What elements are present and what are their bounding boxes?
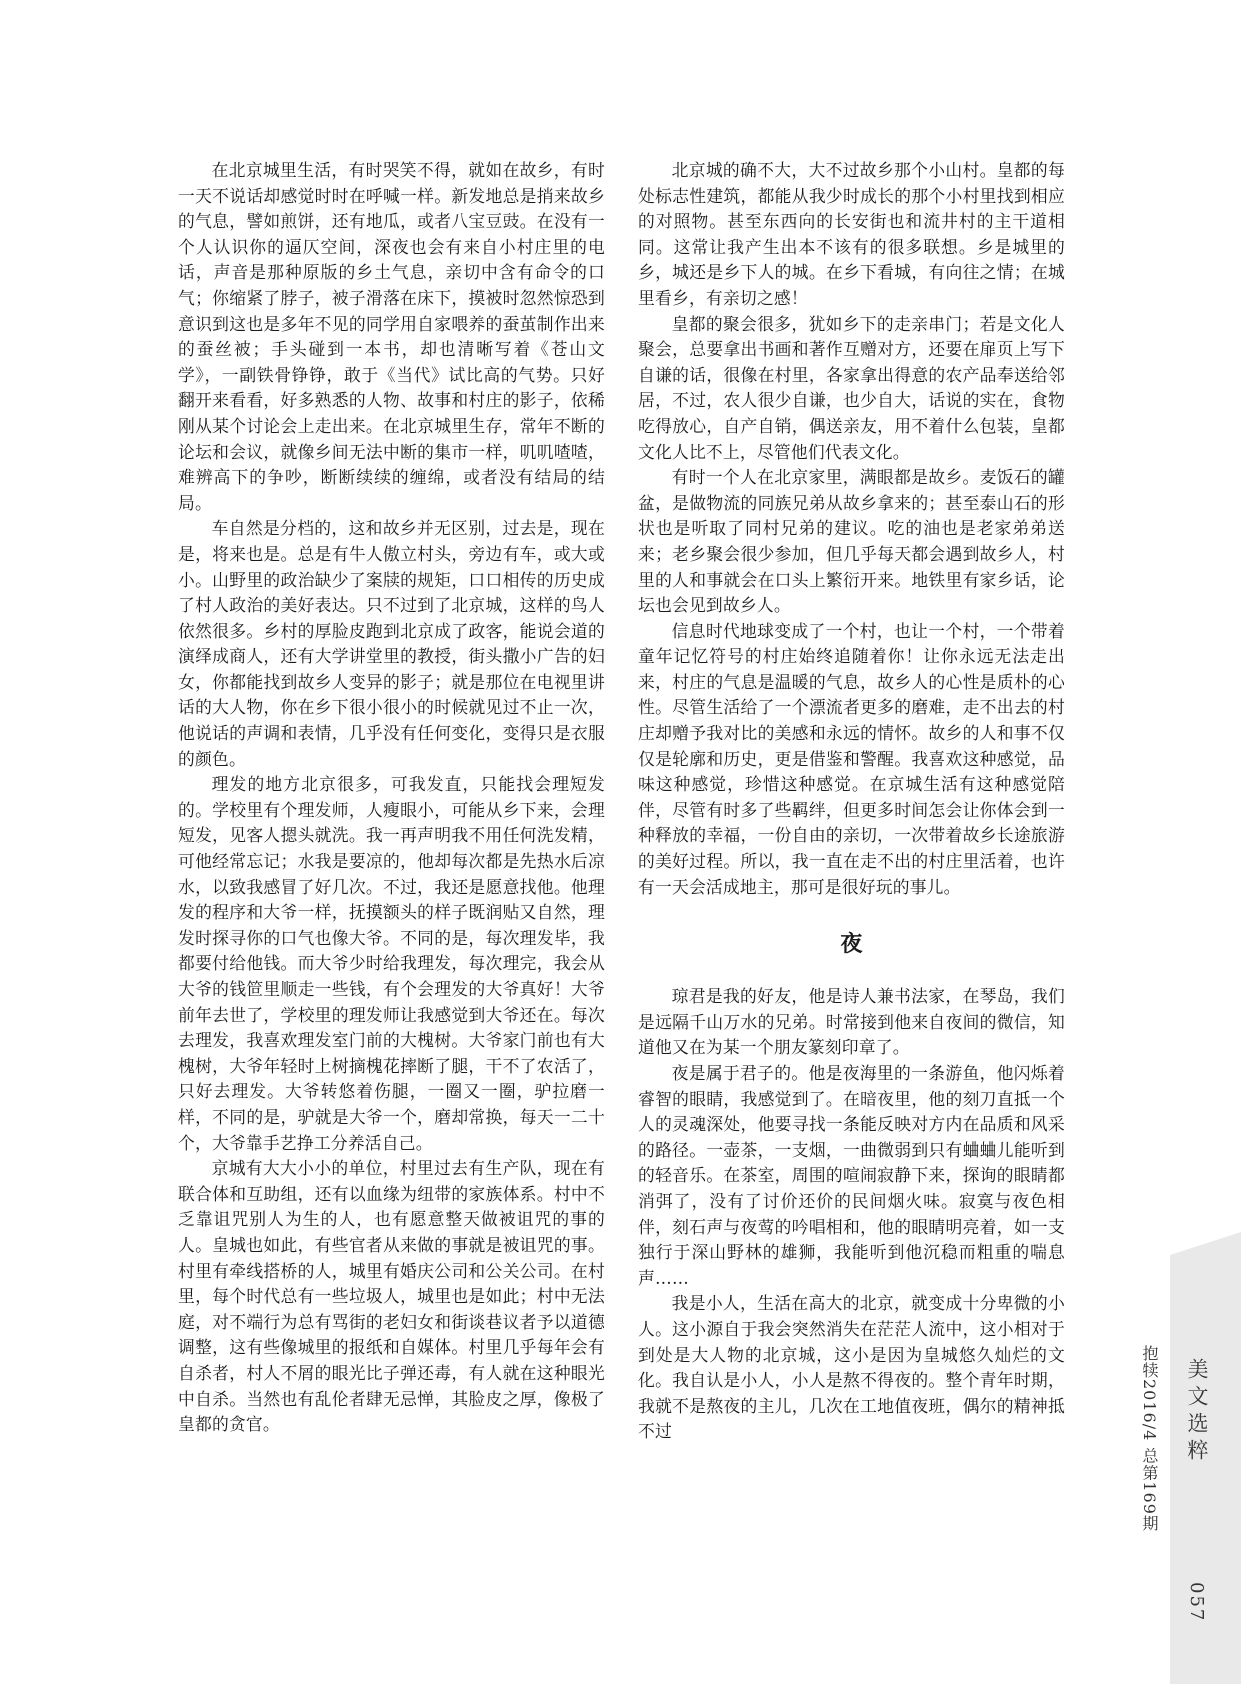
paragraph: 北京城的确不大，大不过故乡那个小山村。皇都的每处标志性建筑，都能从我少时成长的那个小村里找到相应的对照物。甚至东西向的长安街也和流井村的主干道相同。这常让我产生出本不该有的很多联想。乡是城里的乡，城还是乡下人的城。在乡下看城，有向往之情；在城里看乡，有亲切之感！	[638, 160, 1065, 308]
journal-name: 美文选粹	[1185, 1358, 1209, 1466]
right-column	[638, 158, 1065, 1445]
left-column	[178, 158, 605, 1438]
paragraph: 车自然是分档的，这和故乡并无区别，过去是，现在是，将来也是。总是有牛人傲立村头，旁边有车，或大或小。山野里的政治缺少了案牍的规矩，口口相传的历史成了村人政治的美好表达。只不过到了北京城，这样的鸟人依然很多。乡村的厚脸皮跑到北京成了政客，能说会道的演绎成商人，还有大学讲堂里的教授，街头撒小广告的妇女，你都能找到故乡人变异的影子；就是那位在电视里讲话的大人物，你在乡下很小很小的时候就见过不止一次，他说话的声调和表情，几乎没有任何变化，变得只是衣服的颜色。	[178, 518, 605, 769]
paragraph: 皇都的聚会很多，犹如乡下的走亲串门；若是文化人聚会，总要拿出书画和著作互赠对方，还要在扉页上写下自谦的话，很像在村里，各家拿出得意的农产品奉送给邻居，不过，农人很少自谦，也少自大，话说的实在，食物吃得放心，自产自销，偶送亲友，用不着什么包装，皇都文化人比不上，尽管他们代表文化。	[638, 313, 1065, 462]
side-tab-notch	[1170, 1232, 1241, 1255]
paragraph: 我是小人，生活在高大的北京，就变成十分卑微的小人。这小源自于我会突然消失在茫茫人流中，这小相对于到处是大人物的北京城，这小是因为皇城悠久灿烂的文化。我自认是小人，小人是熬不得夜的。整个青年时期，我就不是熬夜的主儿，几次在工地值夜班，偶尔的精神抵不过	[638, 1293, 1065, 1442]
paragraph: 有时一个人在北京家里，满眼都是故乡。麦饭石的罐盆，是做物流的同族兄弟从故乡拿来的；甚至泰山石的形状也是听取了同村兄弟的建议。吃的油也是老家弟弟送来；老乡聚会很少参加，但几乎每天都会遇到故乡人，村里的人和事就会在口头上繁衍开来。地铁里有家乡话，论坛也会见到故乡人。	[638, 467, 1065, 616]
issue-info: 抱犊2016/4 总第169期	[1140, 1345, 1159, 1532]
paragraph: 琼君是我的好友，他是诗人兼书法家，在琴岛，我们是远隔千山万水的兄弟。时常接到他来自夜间的微信，知道他又在为某一个朋友篆刻印章了。	[638, 986, 1065, 1058]
paragraph: 京城有大大小小的单位，村里过去有生产队，现在有联合体和互助组，还有以血缘为纽带的家族体系。村中不乏靠诅咒别人为生的人，也有愿意整天做被诅咒的事的人。皇城也如此，有些官者从来做的事就是被诅咒的事。村里有牵线搭桥的人，城里有婚庆公司和公关公司。在村里，每个时代总有一些垃圾人，城里也是如此；村中无法庭，对不端行为总有骂街的老妇女和街谈巷议者予以道德调整，这有些像城里的报纸和自媒体。村里几乎每年会有自杀者，村人不屑的眼光比子弹还毒，有人就在这种眼光中自杀。当然也有乱伦者肆无忌惮，其脸皮之厚，像极了皇都的贪官。	[178, 1158, 605, 1435]
paragraph: 夜是属于君子的。他是夜海里的一条游鱼，他闪烁着睿智的眼睛，我感觉到了。在暗夜里，他的刻刀直抵一个人的灵魂深处，他要寻找一条能反映对方内在品质和风采的路径。一壶茶，一支烟，一曲微弱到只有蛐蛐儿能听到的轻音乐。在茶室，周围的喧闹寂静下来，探询的眼睛都消弭了，没有了讨价还价的民间烟火味。寂寞与夜色相伴，刻石声与夜莺的吟唱相和，他的眼睛明亮着，如一支独行于深山野林的雄狮，我能听到他沉稳而粗重的喘息声……	[638, 1063, 1065, 1288]
paragraph: 在北京城里生活，有时哭笑不得，就如在故乡，有时一天不说话却感觉时时在呼喊一样。新发地总是捎来故乡的气息，譬如煎饼，还有地瓜，或者八宝豆豉。在没有一个人认识你的逼仄空间，深夜也会有来自小村庄里的电话，声音是那种原版的乡土气息，亲切中含有命令的口气；你缩紧了脖子，被子滑落在床下，摸被时忽然惊恐到意识到这也是多年不见的同学用自家喂养的蚕茧制作出来的蚕丝被；手头碰到一本书，却也清晰写着《苍山文学》，一副铁骨铮铮，敢于《当代》试比高的气势。只好翻开来看看，好多熟悉的人物、故事和村庄的影子，依稀刚从某个讨论会上走出来。在北京城里生存，常年不断的论坛和会议，就像乡间无法中断的集市一样，叽叽喳喳，难辨高下的争吵，断断续续的缠绵，或者没有结局的结局。	[178, 160, 605, 513]
section-title: 夜	[840, 932, 863, 958]
paragraph: 信息时代地球变成了一个村，也让一个村，一个带着童年记忆符号的村庄始终追随着你！让你永远无法走出来，村庄的气息是温暖的气息，故乡人的心性是质朴的心性。尽管生活给了一个漂流者更多的磨难，走不出去的村庄却赠予我对比的美感和永远的情怀。故乡的人和事不仅仅是轮廓和历史，更是借鉴和警醒。我喜欢这种感觉，品味这种感觉，珍惜这种感觉。在京城生活有这种感觉陪伴，尽管有时多了些羁绊，但更多时间怎会让你体会到一种释放的幸福，一份自由的亲切，一次带着故乡长途旅游的美好过程。所以，我一直在走不出的村庄里活着，也许有一天会活成地主，那可是很好玩的事儿。	[638, 620, 1065, 897]
page-number: 057	[1186, 1582, 1207, 1623]
paragraph: 理发的地方北京很多，可我发直，只能找会理短发的。学校里有个理发师，人瘦眼小，可能从乡下来，会理短发，见客人摁头就洗。我一再声明我不用任何洗发精，可他经常忘记；水我是要凉的，他却每次都是先热水后凉水，以致我感冒了好几次。不过，我还是愿意找他。他理发的程序和大爷一样，抚摸额头的样子既润贴又自然，理发时探寻你的口气也像大爷。不同的是，每次理发毕，我都要付给他钱。而大爷少时给我理发，每次理完，我会从大爷的钱笸里顺走一些钱，有个会理发的大爷真好！大爷前年去世了，学校里的理发师让我感觉到大爷还在。每次去理发，我喜欢理发室门前的大槐树。大爷家门前也有大槐树，大爷年轻时上树摘槐花摔断了腿，干不了农活了，只好去理发。大爷转悠着伤腿，一圈又一圈，驴拉磨一样，不同的是，驴就是大爷一个，磨却常换，每天一二十个，大爷靠手艺挣工分养活自己。	[178, 774, 605, 1153]
